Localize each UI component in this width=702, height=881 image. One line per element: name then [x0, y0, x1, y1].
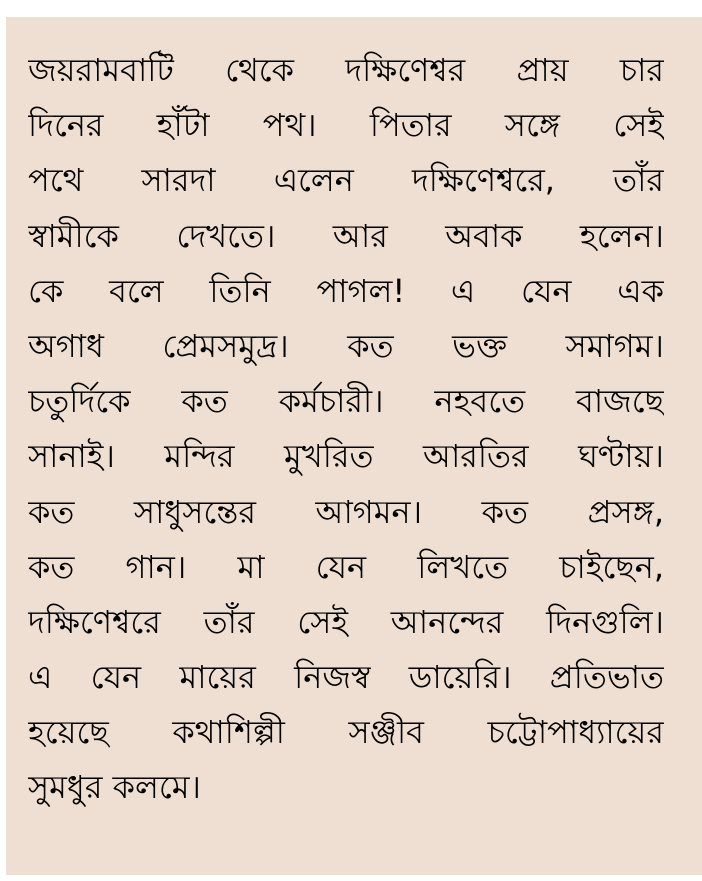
- passage-line: স্বামীকে দেখতে। আর অবাক হলেন।: [28, 216, 664, 255]
- passage-line: দিনের হাঁটা পথ। পিতার সঙ্গে সেই: [28, 106, 664, 145]
- passage-line: দক্ষিণেশ্বরে তাঁর সেই আনন্দের দিনগুলি।: [28, 602, 664, 641]
- passage-line: কে বলে তিনি পাগল! এ যেন এক: [28, 271, 664, 310]
- passage-line: এ যেন মায়ের নিজস্ব ডায়েরি। প্রতিভাত: [28, 658, 664, 697]
- passage-line: চতুর্দিকে কত কর্মচারী। নহবতে বাজছে: [28, 382, 664, 421]
- passage-line: পথে সারদা এলেন দক্ষিণেশ্বরে, তাঁর: [28, 161, 664, 200]
- passage-line: সানাই। মন্দির মুখরিত আরতির ঘণ্টায়।: [28, 437, 664, 476]
- passage-line: অগাধ প্রেমসমুদ্র। কত ভক্ত সমাগম।: [28, 326, 664, 365]
- passage-line: জয়রামবাটি থেকে দক্ষিণেশ্বর প্রায় চার: [28, 51, 664, 89]
- passage-line-last: সুমধুর কলমে।: [28, 768, 201, 807]
- passage-line: কত সাধুসন্তের আগমন। কত প্রসঙ্গ,: [28, 492, 664, 531]
- passage-line: হয়েছে কথাশিল্পী সঞ্জীব চট্টোপাধ্যায়ের: [28, 713, 664, 752]
- passage-line: কত গান। মা যেন লিখতে চাইছেন,: [28, 547, 664, 586]
- text-panel: [6, 17, 702, 875]
- passage-text: [28, 43, 664, 816]
